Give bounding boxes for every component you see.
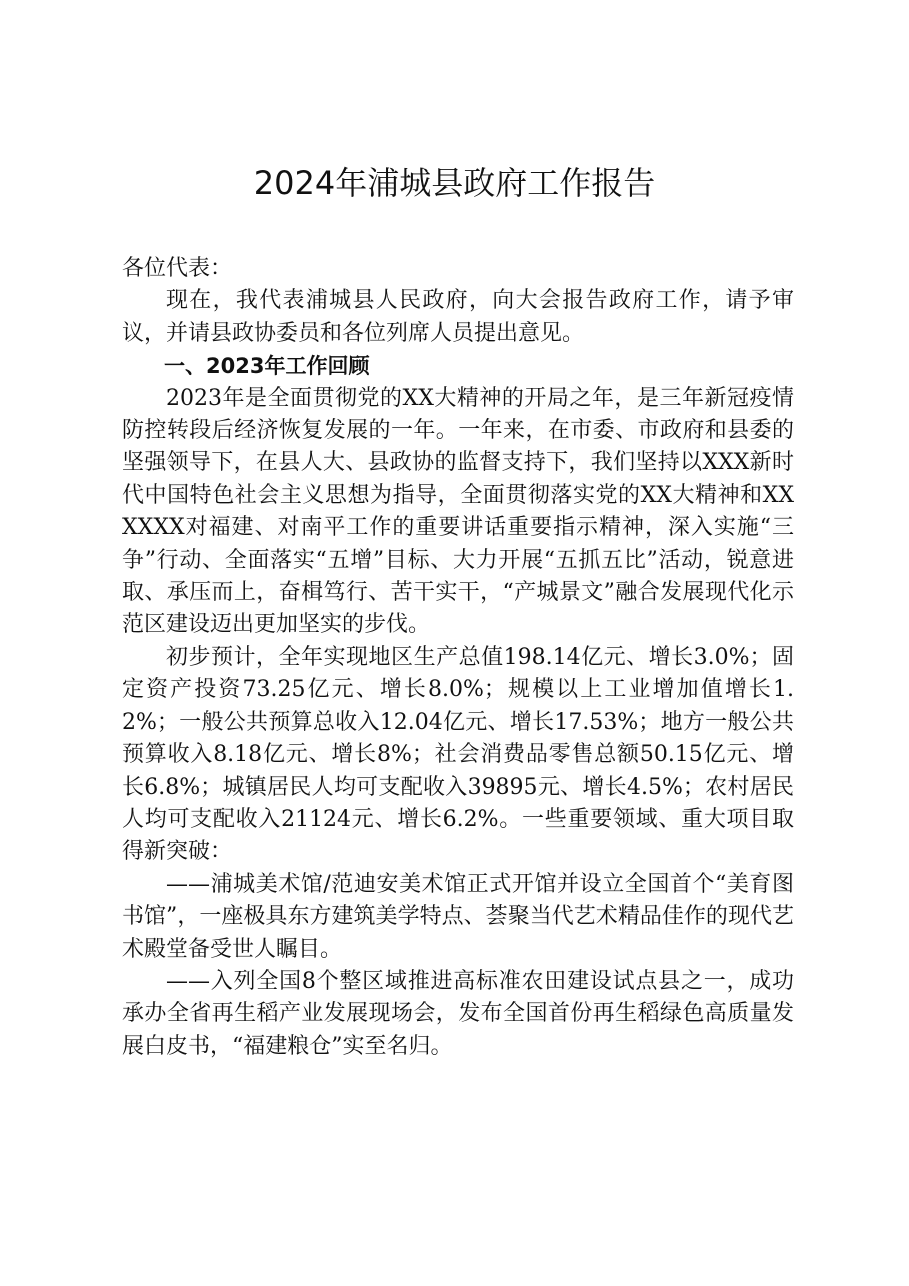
paragraph-farmland: ——入列全国8个整区域推进高标准农田建设试点县之一，成功承办全省再生稻产业发展现场会，发布全国首份再生稻绿色高质量发展白皮书，“福建粮仓”实至名归。 [122,968,794,1059]
paragraph-overview: 2023年是全面贯彻党的XX大精神的开局之年，是三年新冠疫情防控转段后经济恢复发展的一年。一年来，在市委、市政府和县委的坚强领导下，在县人大、县政协的监督支持下，我们坚持以XXX新时代中国特色社会主义思想为指导，全面贯彻落实党的XX大精神和XXXXXX对福建、对南平工作的重要讲话重要指示精神，深入实施“三争”行动、全面落实“五增”目标、大力开展“五抓五比”活动，锐意进取、承压而上，奋楫笃行、苦干实干，“产城景文”融合发展现代化示范区建设迈出更加坚实的步伐。 [122,385,794,638]
section-heading: 一、2023年工作回顾 [164,354,370,379]
salutation: 各位代表： [122,256,233,281]
document-body [122,253,794,1063]
paragraph-statistics: 初步预计，全年实现地区生产总值198.14亿元、增长3.0%；固定资产投资73.25亿元、增长8.0%；规模以上工业增加值增长1.2%；一般公共预算总收入12.04亿元、增长17.53%；地方一般公共预算收入8.18亿元、增长8%；社会消费品零售总额50.15亿元、增长6.8%；城镇居民人均可支配收入39895元、增长4.5%；农村居民人均可支配收入21124元、增长6.2%。一些重要领域、重大项目取得新突破： [122,644,794,865]
paragraph-art-museum: ——浦城美术馆/范迪安美术馆正式开馆并设立全国首个“美育图书馆”，一座极具东方建筑美学特点、荟聚当代艺术精品佳作的现代艺术殿堂备受世人瞩目。 [122,871,794,962]
paragraph-intro: 现在，我代表浦城县人民政府，向大会报告政府工作，请予审议，并请县政协委员和各位列席人员提出意见。 [122,288,794,346]
document-title: 2024年浦城县政府工作报告 [253,164,656,202]
